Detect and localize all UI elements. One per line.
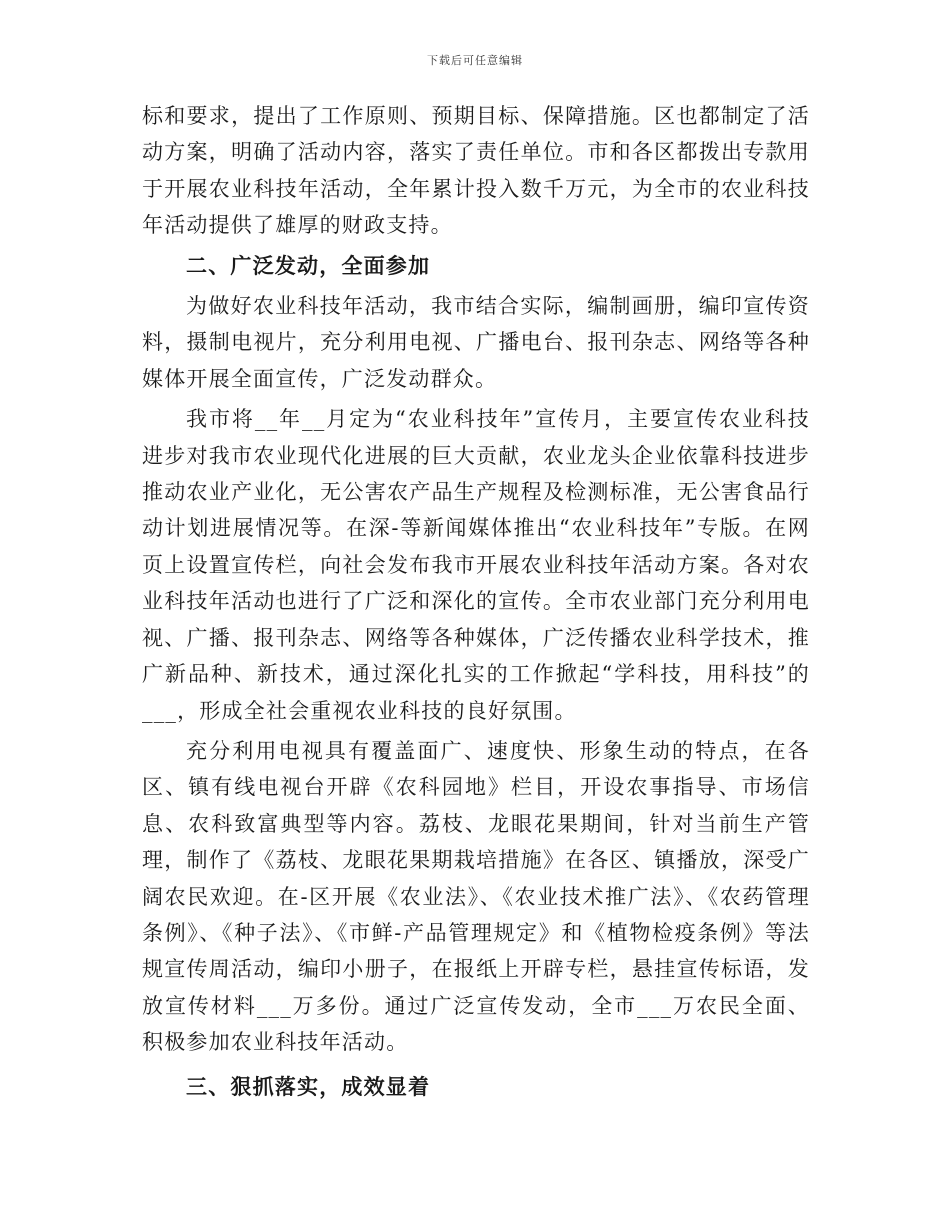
paragraph-television: 充分利用电视具有覆盖面广、速度快、形象生动的特点，在各区、镇有线电视台开辟《农科园地》栏目，开设农事指导、市场信息、农科致富典型等内容。荔枝、龙眼花果期间，针对当前生产管理，制作了《荔枝、龙眼花果期栽培措施》在各区、镇播放，深受广阔农民欢迎。在-区开展《农业法》、《农业技术推广法》、《农药管理条例》、《种子法》、《市鲜-产品管理规定》和《植物检疫条例》等法规宣传周活动，编印小册子，在报纸上开辟专栏，悬挂宣传标语，发放宣传材料___万多份。通过广泛宣传发动，全市___万农民全面、积极参加农业科技年活动。 — [142, 738, 810, 1055]
paragraph-funding: 标和要求，提出了工作原则、预期目标、保障措施。区也都制定了活动方案，明确了活动内容，落实了责任单位。市和各区都拨出专款用于开展农业科技年活动，全年累计投入数千万元，为全市的农业科技年活动提供了雄厚的财政支持。 — [142, 104, 810, 238]
section-heading-2: 二、广泛发动，全面参加 — [186, 252, 431, 278]
paragraph-publicity: 为做好农业科技年活动，我市结合实际，编制画册，编印宣传资料，摄制电视片，充分利用电视、广播电台、报刊杂志、网络等各种媒体开展全面宣传，广泛发动群众。 — [142, 294, 810, 391]
section-heading-3: 三、狠抓落实，成效显着 — [186, 1073, 431, 1099]
document-body — [142, 98, 810, 1105]
page-header-note: 下载后可任意编辑 — [427, 54, 523, 67]
paragraph-publicity-month: 我市将__年__月定为“农业科技年”宣传月，主要宣传农业科技进步对我市农业现代化进展的巨大贡献，农业龙头企业依靠科技进步推动农业产业化，无公害农产品生产规程及检测标准，无公害食品行动计划进展情况等。在深-等新闻媒体推出“农业科技年”专版。在网页上设置宣传栏，向社会发布我市开展农业科技年活动方案。各对农业科技年活动也进行了广泛和深化的宣传。全市农业部门充分利用电视、广播、报刊杂志、网络等各种媒体，广泛传播农业科学技术，推广新品种、新技术，通过深化扎实的工作掀起“学科技，用科技”的___，形成全社会重视农业科技的良好氛围。 — [142, 407, 810, 723]
